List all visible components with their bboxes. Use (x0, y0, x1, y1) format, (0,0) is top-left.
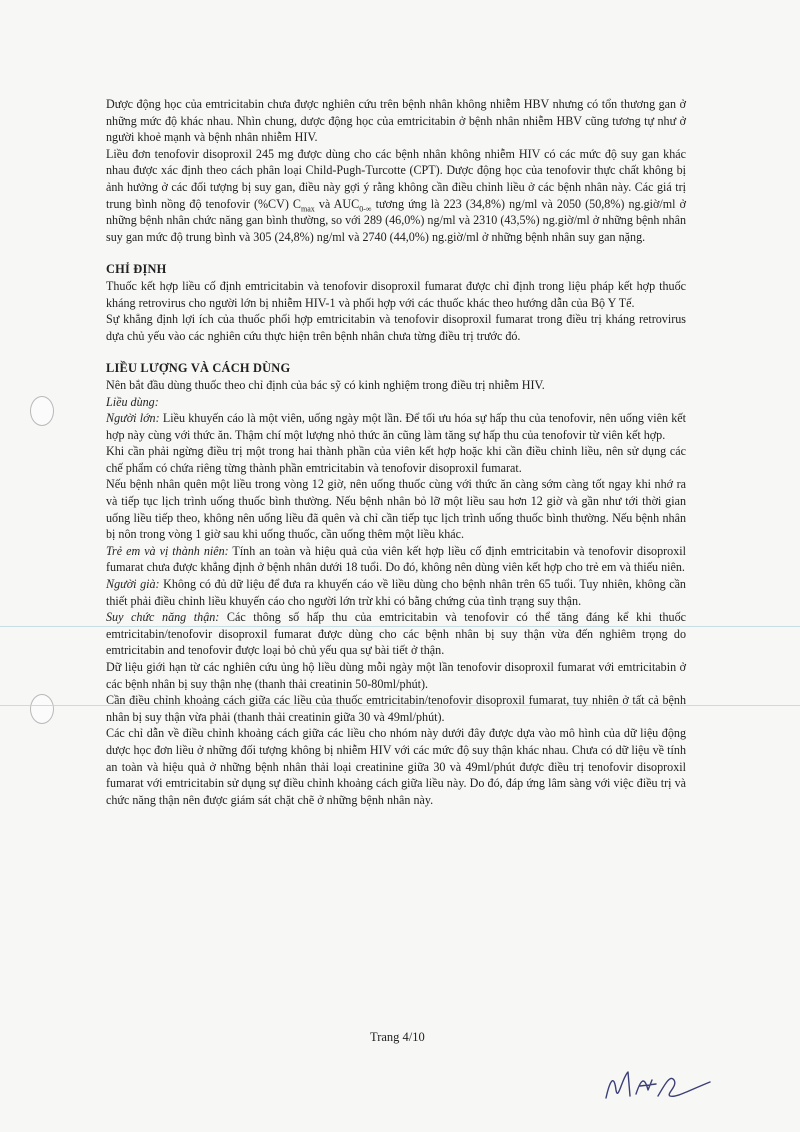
pk-paragraph-tenofovir: Liều đơn tenofovir disoproxil 245 mg được dùng cho các bệnh nhân không nhiễm HIV có các mức độ suy gan khác nhau được xác định theo cách phân loại Child-Pugh-Turcotte (CPT). Dược động học của tenofovir thực chất không bị ảnh hưởng ở các đối tượng bị suy gan, điều này gợi ý rằng không cần điều chỉnh liều ở các bệnh nhân này. Các giá trị trung bình nồng độ tenofovir (%CV) $C_{max}$ và $AUC_{0-\infty}$ tương ứng là 223 (34,8%) ng/ml và 2050 (50,8%) ng.giờ/ml ở những bệnh nhân chức năng gan bình thường, so với 289 (46,0%) ng/ml và 2310 (43,5%) ng.giờ/ml ở những bệnh nhân suy gan mức độ trung bình và 305 (24,8%) ng/ml và 2740 (44,0%) ng.giờ/ml ở những bệnh nhân suy gan nặng. (106, 146, 686, 244)
adults-label: Người lớn: (106, 411, 160, 426)
page-number: Trang 4/10 (370, 1030, 425, 1044)
stop-paragraph: Khi cần phải ngừng điều trị một trong hai thành phần của viên kết hợp hoặc khi cần điều chỉnh liều, nên sử dụng các chế phẩm có chứa riêng từng thành phần emtricitabin và tenofovir disoproxil fumarat. (106, 444, 686, 475)
renal-paragraph-3: Cần điều chỉnh khoảng cách giữa các liều của thuốc emtricitabin/tenofovir disoproxil fumarat, tuy nhiên ở tất cả bệnh nhân bị suy thận vừa phải (thanh thải creatinin giữa 30 và 49ml/phút). (106, 693, 686, 724)
dosage-intro: Nên bắt đầu dùng thuốc theo chỉ định của bác sỹ có kinh nghiệm trong điều trị nhiễm HIV. (106, 377, 545, 392)
indication-heading: CHỈ ĐỊNH (106, 262, 167, 277)
missed-dose-paragraph: Nếu bệnh nhân quên một liều trong vòng 12 giờ, nên uống thuốc cùng với thức ăn càng sớm càng tốt ngay khi nhớ ra và tiếp tục lịch trình uống thuốc bình thường. Nếu bệnh nhân bỏ lỡ một liều sau hơn 12 giờ và gần như tới thời gian uống liều tiếp theo, không nên uống liều đã quên và chỉ cần tiếp tục lịch trình uống thuốc bình thường. Nếu bệnh nhân bị nôn trong vòng 1 giờ sau khi uống thuốc, cần uống thêm một liều khác. (106, 477, 686, 542)
adults-paragraph: Người lớn: Liều khuyến cáo là một viên, uống ngày một lần. Để tối ưu hóa sự hấp thu của tenofovir, nên uống viên kết hợp này cùng với thức ăn. Thậm chí một lượng nhỏ thức ăn cũng làm tăng sự hấp thu của tenofovir từ viên kết hợp. (106, 411, 686, 442)
pharmacokinetics-section (106, 96, 686, 245)
children-label: Trẻ em và vị thành niên: (106, 543, 229, 558)
renal-paragraph: Suy chức năng thận: Các thông số hấp thu của emtricitabin và tenofovir có thể tăng đáng kể khi thuốc emtricitabin/tenofovir disoproxil fumarat được dùng cho các bệnh nhân bị suy thận vừa đến nghiêm trọng do emtricitabin and tenofovir được loại bỏ chủ yếu qua sự bài tiết ở thận. (106, 610, 686, 658)
indication-paragraph: Sự khẳng định lợi ích của thuốc phối hợp emtricitabin và tenofovir disoproxil fumarat trong điều trị kháng retrovirus dựa chủ yếu vào các nghiên cứu thực hiện trên bệnh nhân chưa từng điều trị trước đó. (106, 312, 686, 343)
dosage-subheading: Liều dùng: (106, 394, 159, 409)
indication-paragraph: Thuốc kết hợp liều cố định emtricitabin và tenofovir disoproxil fumarat được chỉ định trong liệu pháp kết hợp thuốc kháng retrovirus cho người lớn bị nhiễm HIV-1 và phối hợp với các thuốc khác theo hướng dẫn của Bộ Y Tế. (106, 278, 686, 310)
indication-section (106, 261, 686, 344)
renal-paragraph-4: Các chỉ dẫn về điều chỉnh khoảng cách giữa các liều cho nhóm này dưới đây được dựa vào mô hình của dữ liệu động dược học đơn liều ở những đối tượng không bị nhiễm HIV với các mức độ suy thận khác nhau. Chưa có dữ liệu về tính an toàn và hiệu quả ở những bệnh nhân thải loại creatinine giữa 30 và 49ml/phút được điều trị tenofovir disoproxil fumarat với emtricitabin sử dụng sự điều chỉnh khoảng cách giữa liều này. Do đó, đáp ứng lâm sàng với việc điều trị và chức năng thận nên được giám sát chặt chẽ ở những bệnh nhân này. (106, 726, 686, 807)
renal-paragraph-2: Dữ liệu giới hạn từ các nghiên cứu ủng hộ liều dùng mỗi ngày một lần tenofovir disoproxil fumarat với emtricitabin ở các bệnh nhân bị suy thận nhẹ (thanh thải creatinin 50-80ml/phút). (106, 660, 686, 691)
dosage-heading: LIỀU LƯỢNG VÀ CÁCH DÙNG (106, 361, 291, 376)
elderly-paragraph: Người già: Không có đủ dữ liệu để đưa ra khuyến cáo về liều dùng cho bệnh nhân trên 65 tuổi. Tuy nhiên, không cần thiết phải điều chỉnh liều khuyến cáo cho người lớn trừ khi có bằng chứng của tình trạng suy thận. (106, 577, 686, 608)
punch-hole-icon (30, 396, 54, 426)
pk-paragraph-emtricitabin: Dược động học của emtricitabin chưa được nghiên cứu trên bệnh nhân không nhiễm HBV nhưng có tổn thương gan ở những mức độ khác nhau. Nhìn chung, dược động học của emtricitabin ở bệnh nhân nhiễm HBV cũng tương tự như ở người khoẻ mạnh và bệnh nhân nhiễm HIV. (106, 97, 686, 145)
handwritten-signature-icon (600, 1060, 730, 1110)
elderly-label: Người già: (106, 577, 160, 592)
punch-hole-icon (30, 694, 54, 724)
children-paragraph: Trẻ em và vị thành niên: Tính an toàn và hiệu quả của viên kết hợp liều cố định emtricitabin và tenofovir disoproxil fumarat chưa được khẳng định ở bệnh nhân dưới 18 tuổi. Do đó, không nên dùng viên kết hợp cho trẻ em và thiếu niên. (106, 543, 686, 575)
renal-label: Suy chức năng thận: (106, 610, 220, 625)
document-page (106, 96, 686, 808)
dosage-section (106, 360, 686, 808)
